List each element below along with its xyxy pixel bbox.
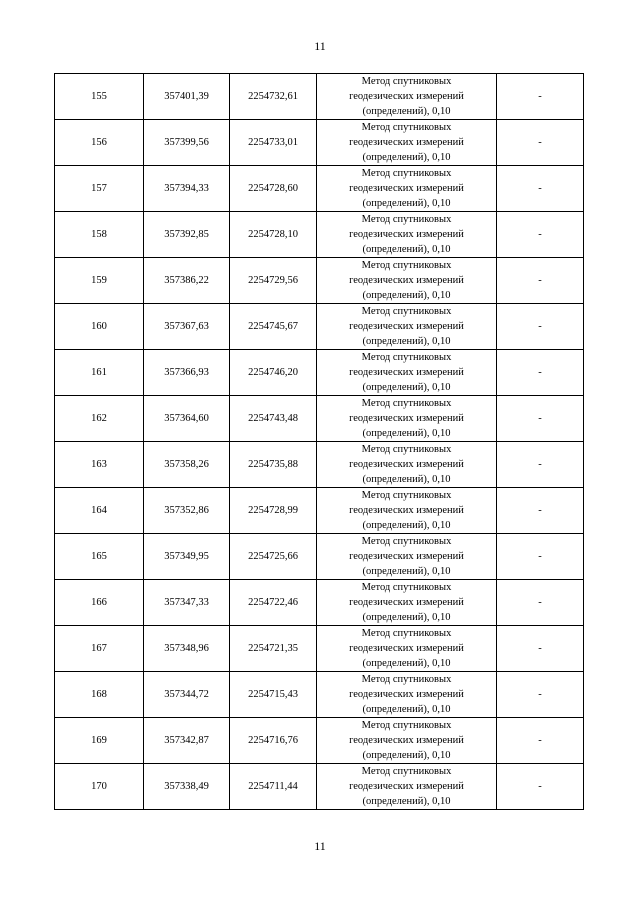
- x-coordinate-cell: 357348,96: [144, 626, 230, 672]
- point-number-cell: 158: [55, 212, 144, 258]
- table-row: [55, 626, 584, 672]
- page-number-top: 11: [314, 39, 326, 53]
- point-number-cell: 162: [55, 396, 144, 442]
- description-cell: -: [497, 764, 584, 810]
- method-line: (определений), 0,10: [362, 198, 451, 209]
- table-row: [55, 212, 584, 258]
- x-coordinate-cell: 357401,39: [144, 74, 230, 120]
- y-coordinate-cell: 2254743,48: [230, 396, 317, 442]
- method-line: Метод спутниковых: [361, 536, 452, 547]
- method-line: геодезических измерений: [349, 321, 464, 332]
- x-coordinate-cell: 357358,26: [144, 442, 230, 488]
- method-line: Метод спутниковых: [361, 306, 452, 317]
- description-cell: -: [497, 672, 584, 718]
- description-cell: -: [497, 626, 584, 672]
- method-line: (определений), 0,10: [362, 290, 451, 301]
- y-coordinate-cell: 2254728,60: [230, 166, 317, 212]
- table-row: [55, 166, 584, 212]
- table-row: [55, 258, 584, 304]
- x-coordinate-cell: 357338,49: [144, 764, 230, 810]
- table-row: [55, 304, 584, 350]
- x-coordinate-cell: 357394,33: [144, 166, 230, 212]
- method-line: Метод спутниковых: [361, 720, 452, 731]
- description-cell: -: [497, 212, 584, 258]
- method-line: Метод спутниковых: [361, 766, 452, 777]
- point-number-cell: 159: [55, 258, 144, 304]
- method-cell: [317, 120, 497, 166]
- point-number-cell: 168: [55, 672, 144, 718]
- point-number-cell: 156: [55, 120, 144, 166]
- method-line: Метод спутниковых: [361, 582, 452, 593]
- x-coordinate-cell: 357342,87: [144, 718, 230, 764]
- description-cell: -: [497, 74, 584, 120]
- x-coordinate-cell: 357344,72: [144, 672, 230, 718]
- description-cell: -: [497, 488, 584, 534]
- method-line: (определений), 0,10: [362, 750, 451, 761]
- method-cell: [317, 166, 497, 212]
- point-number-cell: 169: [55, 718, 144, 764]
- table-row: [55, 442, 584, 488]
- method-line: Метод спутниковых: [361, 490, 452, 501]
- method-line: Метод спутниковых: [361, 628, 452, 639]
- method-cell: [317, 580, 497, 626]
- table-row: [55, 718, 584, 764]
- method-line: геодезических измерений: [349, 551, 464, 562]
- method-line: геодезических измерений: [349, 229, 464, 240]
- method-line: (определений), 0,10: [362, 566, 451, 577]
- x-coordinate-cell: 357364,60: [144, 396, 230, 442]
- method-line: геодезических измерений: [349, 91, 464, 102]
- point-number-cell: 160: [55, 304, 144, 350]
- x-coordinate-cell: 357366,93: [144, 350, 230, 396]
- method-line: Метод спутниковых: [361, 76, 452, 87]
- y-coordinate-cell: 2254721,35: [230, 626, 317, 672]
- method-line: Метод спутниковых: [361, 168, 452, 179]
- point-number-cell: 170: [55, 764, 144, 810]
- x-coordinate-cell: 357352,86: [144, 488, 230, 534]
- y-coordinate-cell: 2254716,76: [230, 718, 317, 764]
- x-coordinate-cell: 357399,56: [144, 120, 230, 166]
- x-coordinate-cell: 357367,63: [144, 304, 230, 350]
- method-line: геодезических измерений: [349, 643, 464, 654]
- method-line: (определений), 0,10: [362, 244, 451, 255]
- method-line: (определений), 0,10: [362, 474, 451, 485]
- method-line: геодезических измерений: [349, 597, 464, 608]
- x-coordinate-cell: 357347,33: [144, 580, 230, 626]
- y-coordinate-cell: 2254746,20: [230, 350, 317, 396]
- table-row: [55, 120, 584, 166]
- method-cell: [317, 626, 497, 672]
- method-cell: [317, 258, 497, 304]
- description-cell: -: [497, 580, 584, 626]
- method-line: (определений), 0,10: [362, 796, 451, 807]
- description-cell: -: [497, 442, 584, 488]
- y-coordinate-cell: 2254745,67: [230, 304, 317, 350]
- table-row: [55, 672, 584, 718]
- method-cell: [317, 718, 497, 764]
- method-line: Метод спутниковых: [361, 398, 452, 409]
- y-coordinate-cell: 2254732,61: [230, 74, 317, 120]
- method-line: (определений), 0,10: [362, 382, 451, 393]
- method-cell: [317, 212, 497, 258]
- point-number-cell: 163: [55, 442, 144, 488]
- method-line: геодезических измерений: [349, 183, 464, 194]
- y-coordinate-cell: 2254728,99: [230, 488, 317, 534]
- point-number-cell: 161: [55, 350, 144, 396]
- y-coordinate-cell: 2254729,56: [230, 258, 317, 304]
- x-coordinate-cell: 357349,95: [144, 534, 230, 580]
- method-line: (определений), 0,10: [362, 612, 451, 623]
- point-number-cell: 165: [55, 534, 144, 580]
- y-coordinate-cell: 2254733,01: [230, 120, 317, 166]
- method-line: (определений), 0,10: [362, 336, 451, 347]
- point-number-cell: 157: [55, 166, 144, 212]
- description-cell: -: [497, 258, 584, 304]
- description-cell: -: [497, 304, 584, 350]
- method-line: Метод спутниковых: [361, 260, 452, 271]
- method-cell: [317, 488, 497, 534]
- table-row: [55, 534, 584, 580]
- method-line: геодезических измерений: [349, 413, 464, 424]
- method-line: Метод спутниковых: [361, 214, 452, 225]
- description-cell: -: [497, 718, 584, 764]
- method-cell: [317, 534, 497, 580]
- method-line: геодезических измерений: [349, 137, 464, 148]
- table-row: [55, 74, 584, 120]
- method-cell: [317, 672, 497, 718]
- method-line: (определений), 0,10: [362, 520, 451, 531]
- method-cell: [317, 74, 497, 120]
- method-cell: [317, 304, 497, 350]
- y-coordinate-cell: 2254722,46: [230, 580, 317, 626]
- y-coordinate-cell: 2254715,43: [230, 672, 317, 718]
- method-line: Метод спутниковых: [361, 444, 452, 455]
- method-line: геодезических измерений: [349, 505, 464, 516]
- point-number-cell: 164: [55, 488, 144, 534]
- method-line: геодезических измерений: [349, 459, 464, 470]
- table-row: [55, 396, 584, 442]
- description-cell: -: [497, 120, 584, 166]
- method-cell: [317, 442, 497, 488]
- page-number-bottom: 11: [314, 839, 326, 853]
- description-cell: -: [497, 350, 584, 396]
- method-line: геодезических измерений: [349, 735, 464, 746]
- table-row: [55, 764, 584, 810]
- description-cell: -: [497, 534, 584, 580]
- method-line: Метод спутниковых: [361, 122, 452, 133]
- y-coordinate-cell: 2254725,66: [230, 534, 317, 580]
- table-row: [55, 488, 584, 534]
- method-line: (определений), 0,10: [362, 428, 451, 439]
- y-coordinate-cell: 2254711,44: [230, 764, 317, 810]
- point-number-cell: 166: [55, 580, 144, 626]
- method-line: Метод спутниковых: [361, 352, 452, 363]
- method-line: геодезических измерений: [349, 275, 464, 286]
- coordinates-table-body: [55, 74, 584, 810]
- method-cell: [317, 350, 497, 396]
- point-number-cell: 155: [55, 74, 144, 120]
- method-line: (определений), 0,10: [362, 658, 451, 669]
- method-line: геодезических измерений: [349, 781, 464, 792]
- method-line: геодезических измерений: [349, 367, 464, 378]
- x-coordinate-cell: 357392,85: [144, 212, 230, 258]
- table-row: [55, 350, 584, 396]
- coordinates-table: [54, 73, 584, 810]
- method-line: (определений), 0,10: [362, 704, 451, 715]
- method-cell: [317, 764, 497, 810]
- y-coordinate-cell: 2254728,10: [230, 212, 317, 258]
- method-line: Метод спутниковых: [361, 674, 452, 685]
- method-line: геодезических измерений: [349, 689, 464, 700]
- table-row: [55, 580, 584, 626]
- x-coordinate-cell: 357386,22: [144, 258, 230, 304]
- y-coordinate-cell: 2254735,88: [230, 442, 317, 488]
- description-cell: -: [497, 166, 584, 212]
- method-line: (определений), 0,10: [362, 152, 451, 163]
- method-line: (определений), 0,10: [362, 106, 451, 117]
- point-number-cell: 167: [55, 626, 144, 672]
- description-cell: -: [497, 396, 584, 442]
- method-cell: [317, 396, 497, 442]
